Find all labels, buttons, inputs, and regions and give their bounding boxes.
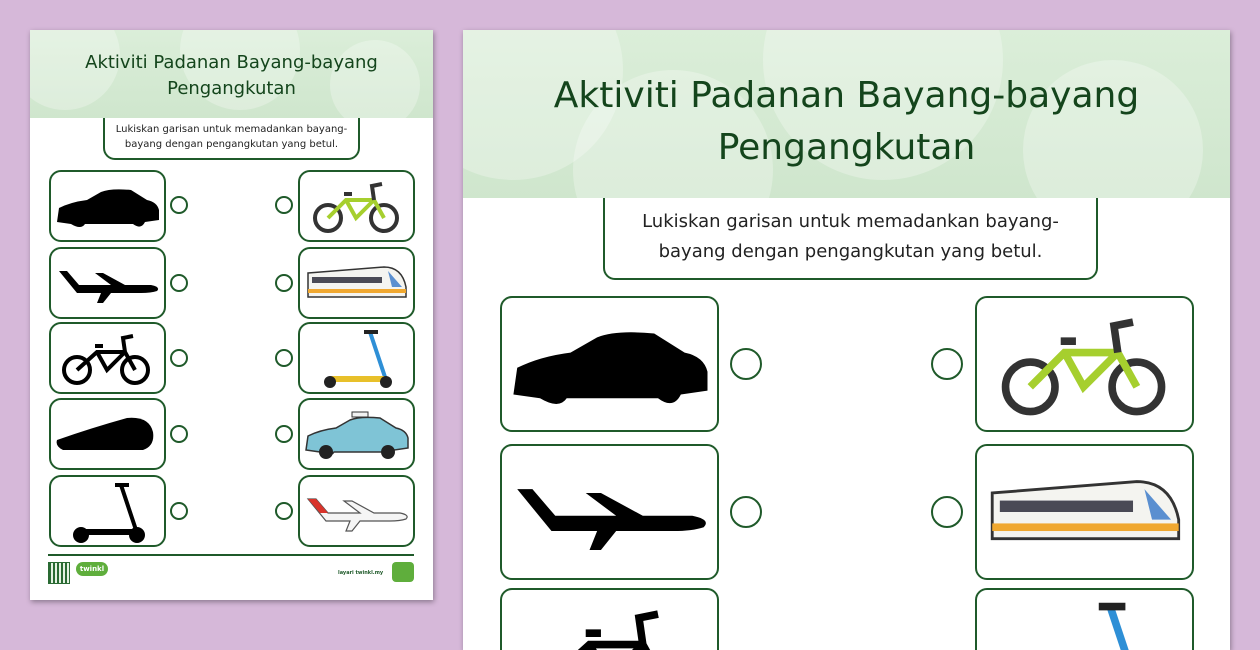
picture-train-card: [298, 247, 415, 319]
match-dot-left-2[interactable]: [730, 496, 762, 528]
silhouette-airplane-card: [500, 444, 719, 580]
instruction-line-2: bayang dengan pengangkutan yang betul.: [124, 139, 339, 150]
instruction-line-2: bayang dengan pengangkutan yang betul.: [658, 241, 1043, 262]
match-dot-right-1[interactable]: [931, 348, 963, 380]
match-dot-left-1[interactable]: [730, 348, 762, 380]
bicycle-icon: [977, 298, 1192, 430]
match-dot-left-3[interactable]: [170, 349, 188, 367]
instruction-line-1: Lukiskan garisan untuk memadankan bayang-: [115, 124, 348, 135]
scooter-silhouette-icon: [51, 477, 164, 545]
train-icon: [977, 446, 1192, 578]
silhouette-car-card: [500, 296, 719, 432]
scooter-icon: [977, 590, 1192, 650]
instruction-line-1: Lukiskan garisan untuk memadankan bayang-: [642, 211, 1059, 232]
twinkl-badge-icon: [392, 562, 414, 582]
page-title: [30, 50, 433, 102]
car-silhouette-icon: [502, 298, 717, 430]
instruction-box: [603, 198, 1098, 280]
qr-code-icon: [48, 562, 70, 584]
silhouette-bicycle-card: [500, 588, 719, 650]
picture-bicycle-card: [298, 170, 415, 242]
match-dot-left-1[interactable]: [170, 196, 188, 214]
taxi-icon: [300, 400, 413, 468]
bicycle-icon: [300, 172, 413, 240]
footer-divider: [48, 554, 414, 556]
match-dot-left-5[interactable]: [170, 502, 188, 520]
instruction-box: [103, 118, 360, 160]
match-dot-left-4[interactable]: [170, 425, 188, 443]
picture-scooter-card: [298, 322, 415, 394]
match-dot-left-2[interactable]: [170, 274, 188, 292]
picture-train-card: [975, 444, 1194, 580]
match-dot-right-4[interactable]: [275, 425, 293, 443]
picture-scooter-card: [975, 588, 1194, 650]
silhouette-boat-card: [49, 398, 166, 470]
bicycle-silhouette-icon: [51, 324, 164, 392]
picture-airplane-card: [298, 475, 415, 547]
silhouette-bicycle-card: [49, 322, 166, 394]
match-dot-right-1[interactable]: [275, 196, 293, 214]
airplane-silhouette-icon: [51, 249, 164, 317]
boat-silhouette-icon: [51, 400, 164, 468]
worksheet-thumbnail: [30, 30, 433, 600]
bicycle-silhouette-icon: [502, 590, 717, 650]
title-line-1: Aktiviti Padanan Bayang-bayang: [553, 75, 1140, 116]
match-dot-right-5[interactable]: [275, 502, 293, 520]
picture-bicycle-card: [975, 296, 1194, 432]
match-dot-right-2[interactable]: [275, 274, 293, 292]
title-line-2: Pengangkutan: [717, 127, 976, 168]
airplane-silhouette-icon: [502, 446, 717, 578]
title-line-2: Pengangkutan: [167, 78, 296, 99]
train-icon: [300, 249, 413, 317]
car-silhouette-icon: [51, 172, 164, 240]
silhouette-airplane-card: [49, 247, 166, 319]
worksheet-zoomed: [463, 30, 1230, 650]
silhouette-car-card: [49, 170, 166, 242]
silhouette-scooter-card: [49, 475, 166, 547]
page-title: [463, 70, 1230, 174]
airplane-icon: [300, 477, 413, 545]
match-dot-right-2[interactable]: [931, 496, 963, 528]
picture-taxi-card: [298, 398, 415, 470]
title-line-1: Aktiviti Padanan Bayang-bayang: [85, 52, 378, 73]
match-dot-right-3[interactable]: [275, 349, 293, 367]
scooter-icon: [300, 324, 413, 392]
twinkl-logo: twinkl: [76, 562, 108, 576]
footer-site-text: layari twinkl.my: [338, 570, 384, 576]
